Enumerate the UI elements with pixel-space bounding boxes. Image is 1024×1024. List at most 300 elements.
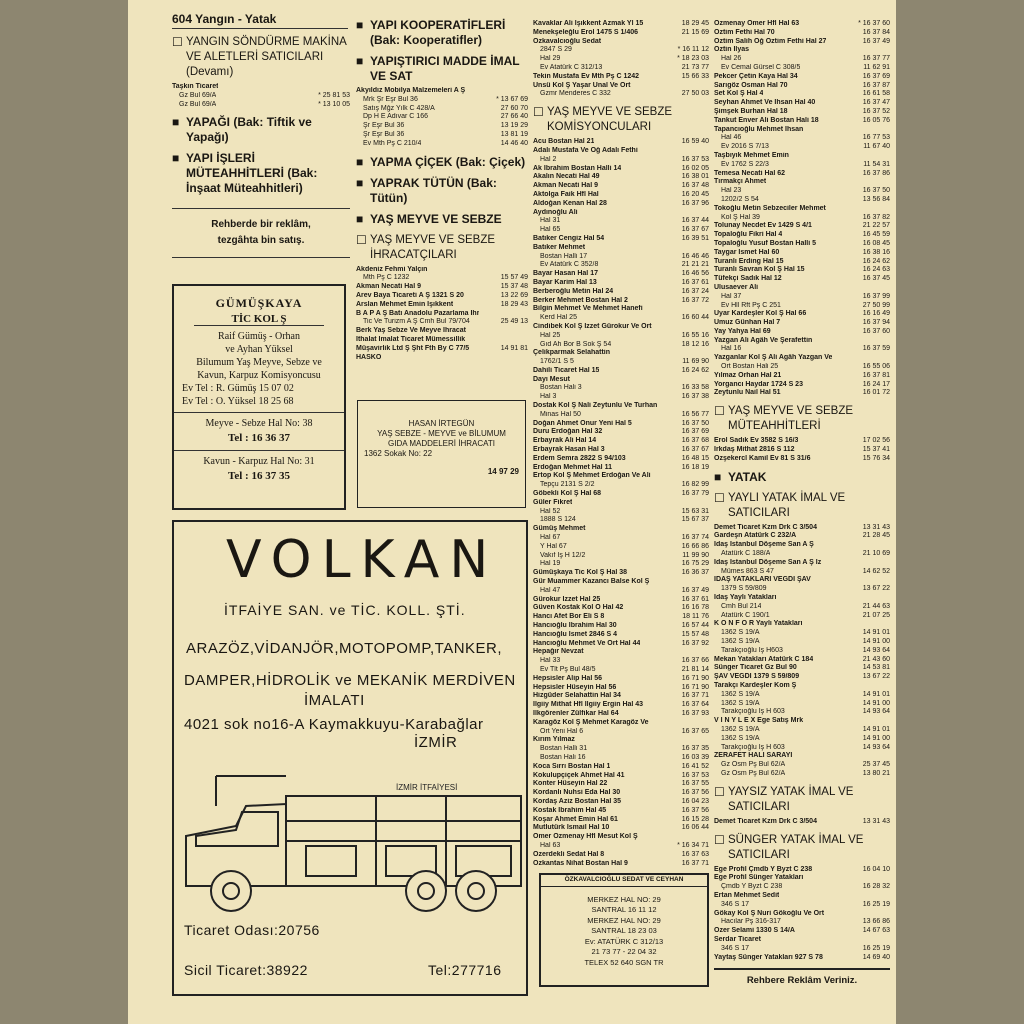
listing-entry — [714, 874, 890, 883]
listing-entry — [533, 349, 709, 358]
listing-entry — [714, 532, 890, 541]
listing-name: Kostak İbrahim Hal 45 — [533, 806, 607, 814]
category-heading: ■ YAPIŞTIRICI MADDE İMAL VE SAT — [356, 54, 520, 83]
listing-phone: 16 37 96 — [681, 199, 709, 207]
listing-entry — [533, 358, 709, 367]
checkbox-icon: ☐ — [533, 105, 544, 120]
listing-entry — [356, 301, 528, 310]
listing-entry — [356, 96, 528, 105]
listing-entry — [714, 275, 890, 284]
category-heading: ☐ YAYSIZ YATAK İMAL VE SATICILARI — [714, 784, 854, 813]
listing-phone — [707, 349, 709, 358]
listing-phone: 21 22 57 — [862, 222, 890, 230]
listing-entry — [714, 99, 890, 108]
listing-entry — [714, 927, 890, 936]
listing-phone: 16 37 72 — [681, 296, 709, 304]
listing-name: Karagöz Kol Ş Mehmet Karagöz Ve — [533, 718, 649, 726]
listing-entry — [533, 604, 709, 613]
listing-name: Demet Ticaret Kzm Drk C 3/504 — [714, 817, 817, 825]
listing-entry — [533, 640, 709, 649]
listing-phone: 27 60 70 — [500, 104, 528, 112]
listing-entry — [533, 472, 709, 481]
listing-phone: 16 37 68 — [681, 437, 709, 445]
listing-name: Tankut Enver Ali Bostan Hali 18 — [714, 116, 819, 124]
listing-entry — [714, 178, 890, 187]
listing-phone: 14 93 64 — [862, 743, 890, 751]
listing-entry — [356, 274, 528, 283]
listing-entry — [533, 816, 709, 825]
listing-phone: 16 38 01 — [681, 173, 709, 181]
listing-name: Arslan Mehmet Emin Işıkkent — [356, 300, 454, 308]
listing-entry — [533, 200, 709, 209]
listing-entry — [714, 603, 890, 612]
listing-name: Taşbıyık Mehmet Emin — [714, 151, 789, 159]
listing-phone — [888, 752, 890, 761]
listing-phone: 16 61 58 — [862, 90, 890, 98]
listing-phone: 16 04 10 — [862, 865, 890, 873]
listing-name: Turanlı Erding Hal 15 — [714, 257, 784, 265]
listing-entry — [714, 55, 890, 64]
listing-entry — [533, 525, 709, 534]
listing-entry — [714, 700, 890, 709]
listing-name: Mekan Yatakları Atatürk C 184 — [714, 655, 814, 663]
listing-name: Hepağır Nevzat — [533, 648, 584, 656]
listing-name: Mth Pş C 1232 — [363, 274, 410, 282]
listing-phone: 16 56 77 — [681, 410, 709, 418]
checkbox-icon: ☐ — [356, 232, 367, 247]
listing-name: Turanlı Savran Kol Ş Hal 15 — [714, 266, 805, 274]
listing-phone: 16 48 15 — [681, 454, 709, 462]
listing-phone — [707, 499, 709, 508]
listing-name: Ulusaever Ali — [714, 283, 759, 291]
listing-phone: 16 37 69 — [862, 72, 890, 80]
listing-phone: 13 81 19 — [500, 130, 528, 138]
listing-entry — [714, 559, 890, 568]
listing-name: Cindibek Kol Ş İzzet Gürokur Ve Ort — [533, 322, 652, 330]
listing-name: Kordanlı Nuhsi Eda Hal 30 — [533, 789, 621, 797]
listing-entry — [714, 726, 890, 735]
listing-name: Serdar Ticaret — [714, 935, 761, 943]
listing-entry — [533, 684, 709, 693]
listing-phone: 16 37 53 — [681, 771, 709, 779]
category-heading: ■ YAPRAK TÜTÜN (Bak: Tütün) — [356, 175, 497, 205]
listing-name: Tarakçıoğlu İş H 603 — [721, 708, 785, 716]
volkan-title: VOLKAN — [226, 530, 499, 590]
entry-list — [714, 20, 890, 398]
listing-entry — [714, 328, 890, 337]
listing-name: Minas Hal 50 — [540, 410, 581, 418]
listing-phone — [707, 719, 709, 728]
listing-phone — [707, 525, 709, 534]
listing-entry — [533, 569, 709, 578]
listing-phone — [707, 472, 709, 481]
category-heading: ☐ YAŞ MEYVE VE SEBZE MÜTEAHHİTLERİ — [714, 404, 854, 433]
listing-entry — [714, 161, 890, 170]
checkbox-icon: ☐ — [714, 784, 725, 799]
listing-phone: 27 50 03 — [681, 90, 709, 98]
listing-name: Hal 23 — [721, 187, 742, 195]
listing-phone: 16 37 50 — [681, 419, 709, 427]
listing-phone: 13 80 21 — [862, 769, 890, 777]
listing-entry — [714, 196, 890, 205]
listing-name: Hal 19 — [540, 560, 561, 568]
entry-list — [714, 818, 890, 827]
listing-phone: * 18 23 03 — [677, 55, 709, 63]
listing-phone: 16 37 77 — [862, 55, 890, 63]
listing-entry — [533, 578, 709, 587]
listing-entry — [714, 446, 890, 455]
listing-name: Özkavalcıoğlu Sedat — [533, 37, 602, 45]
listing-name: Hacılar Pş 316-317 — [721, 918, 781, 926]
listing-entry — [533, 226, 709, 235]
listing-phone: 16 24 62 — [681, 366, 709, 374]
listing-entry — [714, 152, 890, 161]
listing-entry — [533, 64, 709, 73]
listing-name: Akyıldız Mobilya Malzemeleri A Ş — [356, 87, 466, 94]
listing-entry — [533, 613, 709, 622]
listing-name: Öztin İlyas — [714, 46, 750, 54]
listing-name: Acu Bostan Hal 21 — [533, 138, 595, 146]
listing-name: Ev Mth Pş C 210/4 — [363, 139, 422, 147]
listing-entry — [356, 292, 528, 301]
listing-name: Akman Necati Hal 9 — [356, 283, 421, 291]
listing-name: Ertan Mehmet Sedit — [714, 891, 780, 899]
category-heading: ■ YAPMA ÇİÇEK (Bak: Çiçek) — [356, 154, 526, 169]
listing-entry — [714, 883, 890, 892]
listing-name: Çmdb Y Byzt C 238 — [721, 883, 783, 891]
listing-name: Erbayrak Hasan Hal 3 — [533, 446, 605, 454]
listing-phone: 21 15 69 — [681, 28, 709, 36]
listing-phone: 11 99 90 — [682, 551, 709, 559]
listing-entry — [714, 222, 890, 231]
listing-entry — [714, 664, 890, 673]
listing-entry — [714, 284, 890, 293]
listing-phone — [526, 266, 528, 275]
listing-entry — [714, 64, 890, 73]
listing-phone — [888, 354, 890, 363]
listing-phone: 16 24 17 — [862, 380, 890, 388]
listing-phone — [707, 147, 709, 156]
listing-name: 1379 S 59/809 — [721, 585, 767, 593]
listing-phone: 16 37 49 — [681, 586, 709, 594]
listing-phone: 21 28 45 — [862, 532, 890, 540]
listing-phone: 21 43 60 — [862, 655, 890, 663]
listing-phone — [888, 874, 890, 883]
listing-name: Ege Profil Sünger Yatakları — [714, 874, 804, 882]
page-header: 604 Yangın - Yatak — [172, 0, 348, 29]
square-bullet-icon: ■ — [172, 151, 180, 166]
listing-entry — [714, 954, 890, 963]
listing-entry — [714, 744, 890, 753]
listing-entry — [356, 327, 528, 336]
listing-name: Erol Sadık Ev 3582 S 16/3 — [714, 437, 799, 445]
listing-entry — [533, 631, 709, 640]
listing-phone — [888, 46, 890, 55]
listing-entry — [714, 585, 890, 594]
listing-entry — [533, 772, 709, 781]
listing-entry — [714, 345, 890, 354]
listing-phone — [707, 305, 709, 314]
listing-entry — [533, 675, 709, 684]
listing-phone — [526, 87, 528, 96]
listing-phone: 16 37 44 — [681, 217, 709, 225]
category-heading: ■ YAPI İŞLERİ MÜTEAHHİTLERİ (Bak: İnşaat Müteahhitleri) — [172, 151, 318, 196]
listing-name: Hal 3 — [540, 393, 557, 401]
listing-entry — [714, 524, 890, 533]
listing-phone: 16 41 52 — [681, 762, 709, 770]
listing-entry — [533, 455, 709, 464]
listing-name: Berk Yaş Sebze Ve Meyve İhracat — [356, 327, 466, 335]
listing-phone: 16 16 49 — [862, 310, 890, 318]
listing-entry — [533, 20, 709, 29]
listing-phone: 18 12 16 — [681, 340, 709, 348]
entry-list — [356, 87, 528, 149]
listing-name: Demet Ticaret Kzm Drk C 3/504 — [714, 523, 817, 531]
listing-phone: 16 33 58 — [681, 384, 709, 392]
listing-entry — [714, 214, 890, 223]
listing-phone: 16 24 63 — [862, 266, 890, 274]
listing-entry — [533, 807, 709, 816]
listing-phone: 16 37 61 — [681, 278, 709, 286]
listing-name: Hal 52 — [540, 507, 561, 515]
listing-phone — [348, 83, 350, 92]
listing-entry — [533, 763, 709, 772]
listing-name: Hal 16 — [721, 345, 742, 353]
listing-phone: 16 75 29 — [681, 560, 709, 568]
listing-phone: 13 31 43 — [862, 817, 890, 825]
listing-phone: 16 37 81 — [862, 371, 890, 379]
listing-entry — [533, 780, 709, 789]
listing-entry — [714, 187, 890, 196]
listing-name: Gz Osm Pş Bul 62/A — [721, 769, 786, 777]
listing-entry — [714, 363, 890, 372]
listing-name: Ak İbrahim Bostan Halli 14 — [533, 164, 622, 172]
listing-phone: 16 37 55 — [681, 780, 709, 788]
listing-phone: 16 37 38 — [681, 393, 709, 401]
listing-entry — [714, 134, 890, 143]
listing-phone — [888, 152, 890, 161]
listing-entry — [533, 622, 709, 631]
listing-entry — [714, 20, 890, 29]
listing-name: Kerd Hal 25 — [540, 314, 577, 322]
listing-phone: * 16 37 60 — [858, 20, 890, 27]
listing-entry — [533, 191, 709, 200]
fire-truck-illustration — [176, 766, 526, 916]
listing-entry — [714, 866, 890, 875]
listing-phone: 16 37 79 — [681, 490, 709, 498]
listing-name: Özkantas Nihat Bostan Hal 9 — [533, 859, 628, 867]
listing-phone: 21 73 77 — [681, 63, 709, 71]
listing-entry — [172, 83, 350, 92]
listing-phone — [707, 209, 709, 218]
listing-name: Yorgancı Haydar 1724 S 23 — [714, 380, 803, 388]
listing-name: Hal 25 — [540, 331, 561, 339]
listing-entry — [714, 337, 890, 346]
listing-entry — [533, 657, 709, 666]
listing-phone: 14 69 40 — [862, 953, 890, 961]
listing-name: Hal 37 — [721, 292, 742, 300]
listing-phone: 16 38 16 — [862, 248, 890, 256]
listing-entry — [714, 620, 890, 629]
listing-phone — [888, 620, 890, 629]
listing-phone: 16 55 16 — [681, 331, 709, 339]
listing-name: Mrk Şr Eşr Bul 36 — [363, 95, 418, 103]
listing-name: Çelikparmak Selahattin — [533, 349, 611, 357]
listing-phone: 16 37 94 — [862, 319, 890, 327]
listing-phone: 15 76 34 — [862, 454, 890, 462]
listing-name: Bayar Hasan Hal 17 — [533, 270, 598, 278]
listing-entry — [356, 113, 528, 122]
listing-entry — [533, 789, 709, 798]
listing-entry — [714, 770, 890, 779]
square-bullet-icon: ■ — [356, 18, 364, 32]
listing-name: Gürokur İzzet Hal 25 — [533, 595, 601, 603]
listing-phone: 21 21 21 — [681, 261, 709, 269]
listing-entry — [533, 543, 709, 552]
listing-phone: 16 18 19 — [681, 463, 709, 471]
listing-phone: 16 37 61 — [681, 595, 709, 603]
category-heading: ■ YAPAĞI (Bak: Tiftik ve Yapağı) — [172, 115, 312, 145]
listing-name: Gz Osm Pş Bul 62/A — [721, 761, 786, 769]
listing-name: Hepsisler Alip Hal 56 — [533, 674, 602, 682]
listing-phone: 14 91 00 — [862, 699, 890, 707]
listing-entry — [714, 682, 890, 691]
listing-entry — [356, 131, 528, 140]
listing-phone: 21 07 25 — [862, 611, 890, 619]
listing-entry — [714, 541, 890, 550]
listing-entry — [714, 293, 890, 302]
listing-entry — [533, 305, 709, 314]
listing-name: Uyar Kardeşler Kol Ş Hal 66 — [714, 310, 807, 318]
listing-name: İdaş İstanbul Döşeme San A Ş — [714, 541, 814, 549]
listing-name: Sarıgöz Osman Hal 70 — [714, 81, 788, 89]
category-heading: ☐ SÜNGER YATAK İMAL VE SATICILARI — [714, 832, 864, 861]
listing-name: Ev Cemal Gürsel C 308/5 — [721, 63, 801, 71]
listing-phone: 16 37 64 — [681, 701, 709, 709]
category-heading: ■ YAPI KOOPERATİFLERİ (Bak: Kooperatifler) — [356, 18, 506, 47]
listing-phone — [707, 323, 709, 332]
listing-phone — [526, 310, 528, 319]
listing-phone: 15 37 41 — [862, 446, 890, 454]
listing-name: Hal 46 — [721, 134, 742, 142]
listing-name: Aydınoğlu Ali — [533, 208, 578, 216]
listing-entry — [714, 302, 890, 311]
listing-phone — [888, 936, 890, 945]
listing-entry — [714, 240, 890, 249]
listing-phone: 16 59 40 — [681, 138, 709, 146]
listing-entry — [533, 367, 709, 376]
square-bullet-icon: ■ — [714, 469, 722, 484]
listing-phone: 16 37 65 — [681, 727, 709, 735]
listing-name: Erdem Semra 2822 S 94/103 — [533, 454, 626, 462]
listing-phone: 16 37 56 — [681, 789, 709, 797]
listing-name: Gümüşkaya Tic Kol Ş Hal 38 — [533, 569, 628, 577]
listing-name: Hal 29 — [540, 55, 561, 63]
listing-entry — [533, 798, 709, 807]
listing-name: Ort Yeni Hal 6 — [540, 727, 584, 735]
entry-list — [714, 437, 890, 463]
listing-name: ZERAFET HALI SARAYI — [714, 752, 793, 760]
listing-phone — [888, 205, 890, 214]
listing-phone: 16 37 53 — [681, 155, 709, 163]
listing-entry — [533, 824, 709, 833]
listing-phone: 16 37 99 — [862, 292, 890, 300]
checkbox-icon: ☐ — [714, 832, 725, 847]
listing-entry — [714, 892, 890, 901]
listing-name: 1362 S 19/A — [721, 699, 760, 707]
listing-name: Doğan Ahmet Onur Yeni Hal 5 — [533, 419, 632, 427]
listing-phone: 18 29 43 — [500, 300, 528, 308]
category-heading: ☐ YAŞ MEYVE VE SEBZE KOMİSYONCULARI — [533, 105, 673, 134]
listing-entry — [533, 560, 709, 569]
listing-name: Mümes 863 S 47 — [721, 567, 774, 575]
square-bullet-icon: ■ — [172, 115, 180, 130]
listing-phone — [888, 576, 890, 585]
listing-phone — [888, 910, 890, 919]
listing-entry — [533, 754, 709, 763]
listing-entry — [714, 266, 890, 275]
listing-phone: 16 46 56 — [681, 270, 709, 278]
listing-phone: 11 69 90 — [682, 358, 709, 366]
listing-phone: 13 22 69 — [500, 291, 528, 299]
listing-name: Topaloğlu Fikri Hal 4 — [714, 231, 783, 239]
column-3 — [533, 0, 709, 870]
listing-phone — [888, 682, 890, 691]
listing-name: Akdeniz Fehmi Yalçın — [356, 265, 428, 273]
listing-name: Yaytaş Sünger Yatakları 927 S 78 — [714, 953, 823, 961]
listing-phone: 13 67 22 — [862, 585, 890, 593]
listing-entry — [533, 244, 709, 253]
listing-name: Gardeşn Atatürk C 232/A — [714, 532, 797, 540]
listing-name: Bayar Karim Hal 13 — [533, 278, 597, 286]
listing-name: Hal 65 — [540, 226, 561, 234]
listing-phone: * 25 81 53 — [318, 91, 350, 99]
listing-phone: 16 39 51 — [681, 234, 709, 242]
listing-name: Menekşeleğlu Erol 1475 S 1/406 — [533, 28, 639, 36]
listing-entry — [533, 420, 709, 429]
listing-phone: 14 93 64 — [862, 708, 890, 716]
listing-entry — [714, 936, 890, 945]
listing-name: Tarakçıoğlu İş H603 — [721, 646, 783, 654]
listing-entry — [714, 673, 890, 682]
listing-entry — [533, 279, 709, 288]
listing-entry — [533, 253, 709, 262]
square-bullet-icon: ■ — [356, 54, 364, 68]
listing-entry — [356, 310, 528, 319]
listing-entry — [714, 108, 890, 117]
listing-phone: 16 15 28 — [681, 815, 709, 823]
listing-entry — [533, 464, 709, 473]
listing-entry — [714, 82, 890, 91]
listing-name: Hancıoğlu Mehmet Ve Ort Hal 44 — [533, 639, 641, 647]
listing-entry — [533, 728, 709, 737]
listing-name: Konter Hüseyin Hal 22 — [533, 780, 608, 788]
listing-name: Ev 1762 S 22/3 — [721, 160, 769, 168]
category-heading: ☐ YAYLI YATAK İMAL VE SATICILARI — [714, 490, 846, 519]
listing-name: Hizgüder Selahattin Hal 34 — [533, 692, 621, 700]
listing-name: Dahili Ticaret Hal 15 — [533, 366, 600, 374]
listing-phone: 16 37 67 — [681, 446, 709, 454]
listing-name: Set Kol Ş Hal 4 — [714, 90, 764, 98]
listing-phone: 14 91 00 — [862, 638, 890, 646]
listing-name: 1362 S 19/A — [721, 690, 760, 698]
listing-name: 346 S 17 — [721, 944, 750, 952]
listing-entry — [533, 437, 709, 446]
listing-phone: 16 37 67 — [681, 226, 709, 234]
entry-list — [533, 20, 709, 99]
listing-phone: 14 91 01 — [862, 629, 890, 637]
listing-entry — [533, 261, 709, 270]
